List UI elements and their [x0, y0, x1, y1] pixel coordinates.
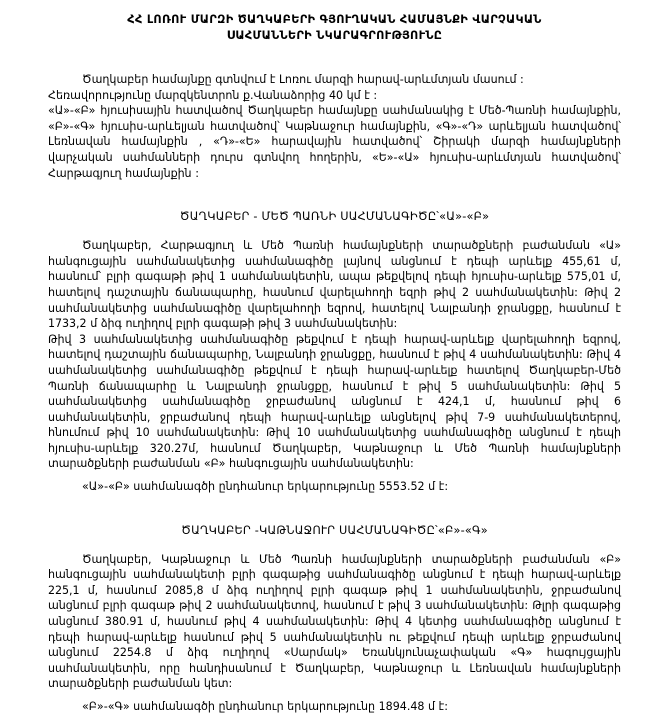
intro-line-2: Հեռավորությունը մարզկենտրոն ք.Վանաձորից 40 կմ է : [48, 88, 378, 102]
page-title [48, 0, 621, 44]
section-2-total-length: «Բ»-«Գ» սահմանագծի ընդհանուր երկարությունը 1894.48 մ է: [82, 700, 448, 713]
section-1-paragraph-1: Ծաղկաբեր, Հարթագյուղ և Մեծ Պառնի համայնքների տարածքների բաժանման «Ա» հանգուցային սահմանակետից սահմանագիծը լայնով անցնում է դեպի արևելք 455,61 մ, հասնում՝ բլրի գագաթի թիվ 1 սահմանակետին, ապա թեքվելով դեպի հյուսիս-արևելք 575,01 մ, հատելով դաշտային ճանապարհը, հասնում վարելահողի եզրի թիվ 2 սահմանակետին: Թիվ 2 սահմանակետից սահմանագիծը վարելահողի եզրով, հատելով Նալբանդի ջրանցքը, հասնում է 1733,2 մ ձիգ ուղիղով բլրի գագաթի թիվ 3 սահմանակետին: [48, 239, 621, 331]
section-2-heading: ԾԱՂԿԱԲԵՐ -ԿԱԹՆԱՋՈՒՐ ՍԱՀՄԱՆԱԳԻԾԸ՝«Բ»-«Գ» [181, 523, 488, 537]
title-line-2: ՍԱՀՄԱՆՆԵՐԻ ՆԿԱՐԱԳՐՈՒԹՅՈՒՆԸ [226, 29, 443, 42]
intro-line-1: Ծաղկաբեր համայնքը գտնվում է Լոռու մարզի հարավ-արևմտյան մասում : [82, 73, 524, 86]
section-1-paragraph-2: Թիվ 3 սահմանակետից սահմանագիծը թեքվում է դեպի հարավ-արևելք վարելահողի եզրով, հատելով դաշտային ճանապարհը, Նալբանդի ջրանցքը, հասնում է թիվ 4 սահմանակետին: Թիվ 4 սահմանակետից սահմանագիծը թեքվում է դեպի հարավ-արևելք հատելով Ծաղկաբեր-Մեծ Պառնի ճանապարհը և Նալբանդի ջրանցքը, հասնում է թիվ 5 սահմանակետին: Թիվ 5 սահմանակետից սահմանագիծը ջրբաժանով անցնում է 424,1 մ, հասնում թիվ 6 սահմանակետին, ջրբաժանով դեպի հարավ-արևելք անցնելով թիվ 7-9 սահմանակետերով, հնումում թիվ 10 սահմանակետին: Թիվ 10 սահմանակետից սահմանագիծը անցնում է դեպի հյուսիս-արևելք 320.27մ, հասնում Ծաղկաբեր, Կաթնաջուր և Մեծ Պառնի համայնքների տարածքների բաժանման «Բ» հանգուցային սահմանակետին: [48, 332, 621, 471]
title-line-1: ՀՀ ԼՈՌՈՒ ՄԱՐԶԻ ԾԱՂԿԱԲԵՐԻ ԳՅՈՒՂԱԿԱՆ ՀԱՄԱՅՆՔԻ ՎԱՐՉԱԿԱՆ [127, 13, 542, 26]
boundary-overview-paragraph: «Ա»-«Բ» հյուսիսային հատվածով Ծաղկաբեր համայնքը սահմանակից է Մեծ-Պառնի համայնքին, «Բ»-«Գ» հյուսիս-արևելյան հատվածով՝ Կաթնաջուր համայնքին, «Գ»-«Դ» արևելյան հատվածով՝ Լեռնավան համայնքին , «Դ»-«Ե» հարավային հատվածով՝ Շիրակի մարզի համայնքների վարչական սահմանների դուրս գտնվող հողերին, «Ե»-«Ա» հյուսիս-արևմտյան հատվածով՝ Հարթագյուղ համայնքին : [48, 104, 621, 180]
section-1-total-length: «Ա»-«Բ» սահմանագծի ընդհանուր երկարությունը 5553.52 մ է: [82, 480, 449, 494]
section-1-heading: ԾԱՂԿԱԲԵՐ - ՄԵԾ ՊԱՌՆԻ ՍԱՀՄԱՆԱԳԻԾԸ՝«Ա»-«Բ» [179, 210, 490, 224]
section-2-paragraph-1: Ծաղկաբեր, Կաթնաջուր և Մեծ Պառնի համայնքների տարածքների բաժանման «Բ» հանգուցային սահմանակետի բլրի գագաթից սահմանագիծը անցնում է դեպի հարավ-արևելք 225,1 մ, հասնում 2085,8 մ ձիգ ուղիղով բլրի գագաթ թիվ 1 սահմանակետին, ջրբաժանով անցնում բլրի գագաթ թիվ 2 սահմանակետով, հասնում է թիվ 3 սահմանակետին: Թլրի գագաթից անցնում 380.91 մ, հասնում թիվ 4 սահմանակետին: Թիվ 4 կետից սահմանագիծը անցնում է դեպի հարավ-արևելք հասնում թիվ 5 սահմանակետին ու թեքվում դեպի արևելք ջրբաժանով անցնում 2254.8 մ ձիգ ուղիղով «Սարմակ» Եռանկյունաչափական «Գ» հագույցային սահմանակետին, որը հանդիսանում է Ծաղկաբեր, Կաթնաջուր և Լեռնավան համայնքների տարածքների բաժանման կետ: [48, 552, 621, 691]
